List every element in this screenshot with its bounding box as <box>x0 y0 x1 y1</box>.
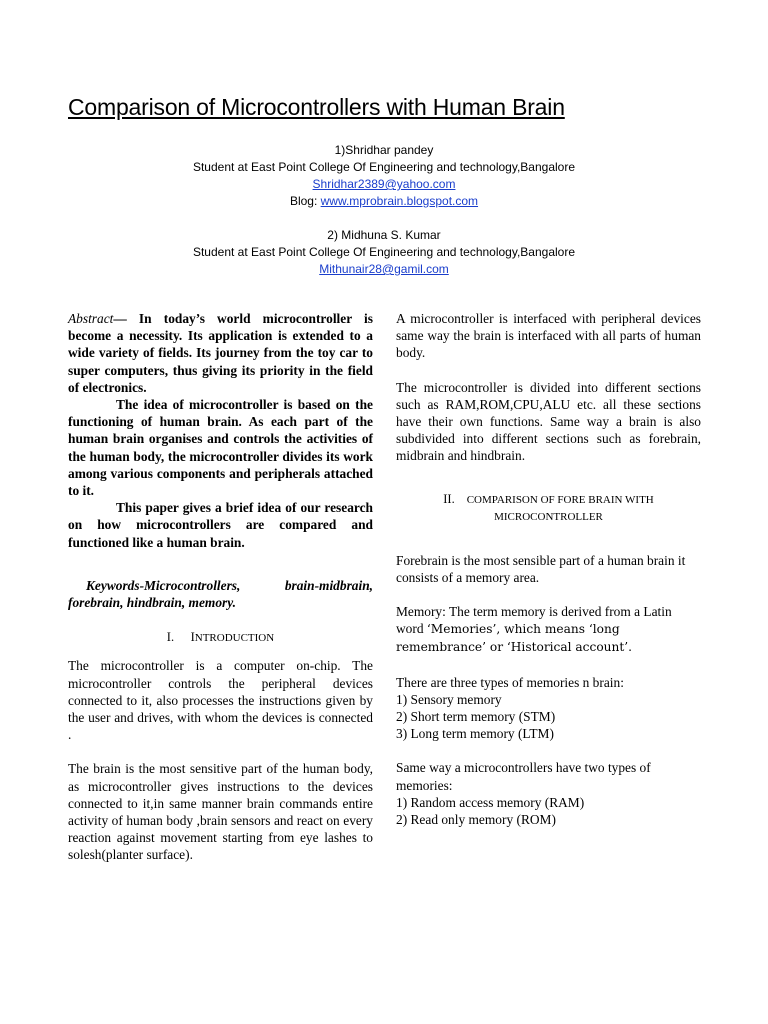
intro-paragraph-2: The brain is the most sensitive part of the human body, as microcontroller gives instructions to the devices connected to it,in same manner brain commands entire activity of human body ,brain sensors and react on every reaction against movement starting from eye lashes to solesh(planter surface). <box>68 761 373 863</box>
microcontroller-memory-intro: Same way a microcontrollers have two types of memories: <box>396 760 651 793</box>
section-initial: I <box>190 630 195 645</box>
author-2-name: 2) Midhuna S. Kumar <box>327 228 441 242</box>
abstract-lead: Abstract <box>68 311 114 326</box>
section-number: I. <box>166 630 175 645</box>
right-column <box>396 310 701 828</box>
left-column <box>68 310 373 864</box>
author-2-affiliation: Student at East Point College Of Engineering and technology,Bangalore <box>192 245 576 259</box>
memory-types-intro: There are three types of memories n brain: <box>396 674 624 690</box>
abstract-text-1: — In today’s world microcontroller is become a necessity. Its application is extended to a wide variety of fields. Its journey from the toy car to super computers, thus giving its priority in the field of electronics. <box>68 311 373 395</box>
list-item: 1) Sensory memory <box>396 691 502 707</box>
list-item: 1) Random access memory (RAM) <box>396 794 585 810</box>
section-2-line-1: COMPARISON OF FORE BRAIN WITH <box>466 493 654 506</box>
forebrain-paragraph: Forebrain is the most sensible part of a human brain it consists of a memory area. <box>396 552 686 585</box>
author-1-email-link[interactable]: Shridhar2389@yahoo.com <box>312 177 456 191</box>
right-paragraph-2: The microcontroller is divided into different sections such as RAM,ROM,CPU,ALU etc. all these sections have their own functions. Same way a brain is also subdivided into different sections such as forebrain, midbrain and hindbrain. <box>396 379 701 464</box>
blog-link[interactable]: www.mprobrain.blogspot.com <box>320 194 479 208</box>
abstract-paragraph-1 <box>68 310 373 396</box>
brain-memory-list <box>396 691 701 743</box>
section-heading-forebrain <box>396 491 701 526</box>
list-item: 2) Short term memory (STM) <box>396 709 556 725</box>
right-paragraph-1: A microcontroller is interfaced with peripheral devices same way the brain is interfaced with all parts of human body. <box>396 311 701 361</box>
memory-text: Memory: The term memory is derived from a Latin word <box>396 604 672 637</box>
intro-paragraph-1: The microcontroller is a computer on-chip. The microcontroller controls the peripheral devices connected to it, also processes the instructions given by the user and drives, with whom the devices is connected . <box>68 658 373 743</box>
author-1-blog <box>0 193 768 210</box>
author-1-affiliation: Student at East Point College Of Engineering and technology,Bangalore <box>192 160 576 174</box>
blog-label: Blog: <box>289 194 321 208</box>
section-2-line-2: MICROCONTROLLER <box>494 510 603 523</box>
section-2-number: II. <box>443 491 455 506</box>
abstract-paragraph-3: This paper gives a brief idea of our research on how microcontrollers are compared and functioned like a human brain. <box>68 500 373 550</box>
list-item: 3) Long term memory (LTM) <box>396 726 554 742</box>
author-block <box>0 142 768 278</box>
author-1-name: 1)Shridhar pandey <box>334 143 434 157</box>
page-title: Comparison of Microcontrollers with Human Brain <box>68 94 565 120</box>
author-2-email-link[interactable]: Mithunair28@gamil.com <box>319 262 449 276</box>
memory-quote: ‘Memories’, which means ‘long remembrance’ or ‘Historical account’. <box>396 622 633 655</box>
section-title-rest: NTRODUCTION <box>194 632 275 645</box>
abstract-paragraph-2: The idea of microcontroller is based on the functioning of human brain. As each part of the human brain organises and controls the activities of the human body, the microcontroller divides its work among various components and peripherals attached to it. <box>68 397 373 499</box>
microcontroller-memory-list <box>396 794 701 828</box>
list-item: 2) Read only memory (ROM) <box>396 812 556 828</box>
section-heading-introduction <box>68 629 373 647</box>
keywords: Keywords-Microcontrollers, brain-midbrain, forebrain, hindbrain, memory. <box>68 577 373 611</box>
memory-paragraph <box>396 603 701 657</box>
